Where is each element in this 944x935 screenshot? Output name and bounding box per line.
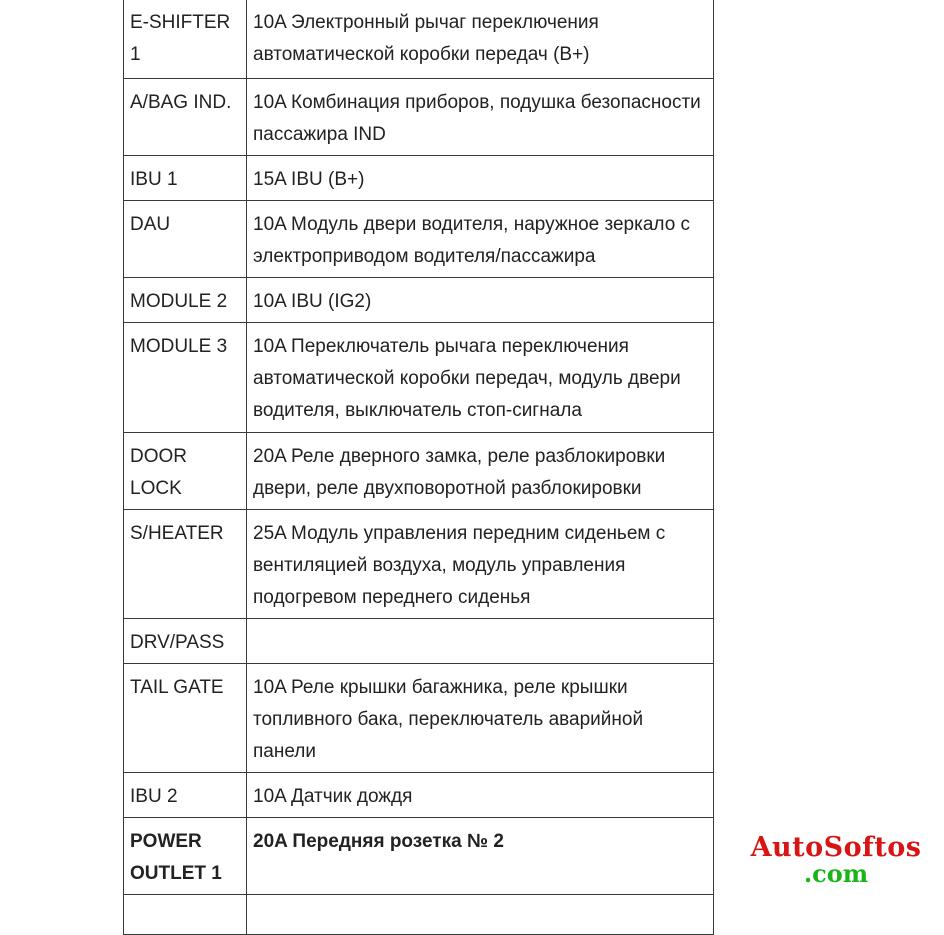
table-row [124,323,714,433]
table-row [124,818,714,895]
fuse-description: 10A Электронный рычаг переключения автоматической коробки передач (B+) [247,0,714,79]
fuse-name: MODULE 3 [124,323,247,433]
table-row [124,664,714,773]
table-row [124,156,714,201]
fuse-table [123,0,714,935]
fuse-description: 25A Модуль управления передним сиденьем с вентиляцией воздуха, модуль управления подогревом переднего сиденья [247,510,714,619]
fuse-description: 20A Реле дверного замка, реле разблокировки двери, реле двухповоротной разблокировки [247,433,714,510]
fuse-name: POWER OUTLET 1 [124,818,247,895]
fuse-name: E-SHIFTER 1 [124,0,247,79]
fuse-name: MODULE 2 [124,278,247,323]
table-row [124,619,714,664]
table-row [124,278,714,323]
fuse-name: A/BAG IND. [124,79,247,156]
watermark-domain: .com [803,859,869,888]
table-row [124,433,714,510]
fuse-description: 10A Модуль двери водителя, наружное зеркало с электроприводом водителя/пассажира [247,201,714,278]
fuse-description: 10A Датчик дождя [247,773,714,818]
fuse-name: IBU 2 [124,773,247,818]
fuse-name: DAU [124,201,247,278]
fuse-description: 10A IBU (IG2) [247,278,714,323]
table-row [124,773,714,818]
fuse-name: DOOR LOCK [124,433,247,510]
table-row [124,0,714,79]
fuse-name: S/HEATER [124,510,247,619]
table-row [124,201,714,278]
fuse-description: 10A Переключатель рычага переключения автоматической коробки передач, модуль двери водителя, выключатель стоп-сигнала [247,323,714,433]
fuse-name: TAIL GATE [124,664,247,773]
table-row [124,79,714,156]
fuse-name: DRV/PASS [124,619,247,664]
fuse-description: 10A Реле крышки багажника, реле крышки топливного бака, переключатель аварийной панели [247,664,714,773]
fuse-name: IBU 1 [124,156,247,201]
watermark-name: AutoSoftos [750,832,922,863]
fuse-description: 15A IBU (B+) [247,156,714,201]
watermark-logo [736,834,936,886]
fuse-description: 10A Комбинация приборов, подушка безопасности пассажира IND [247,79,714,156]
fuse-description [247,619,714,664]
fuse-description: 20A Передняя розетка № 2 [247,818,714,895]
table-row [124,510,714,619]
